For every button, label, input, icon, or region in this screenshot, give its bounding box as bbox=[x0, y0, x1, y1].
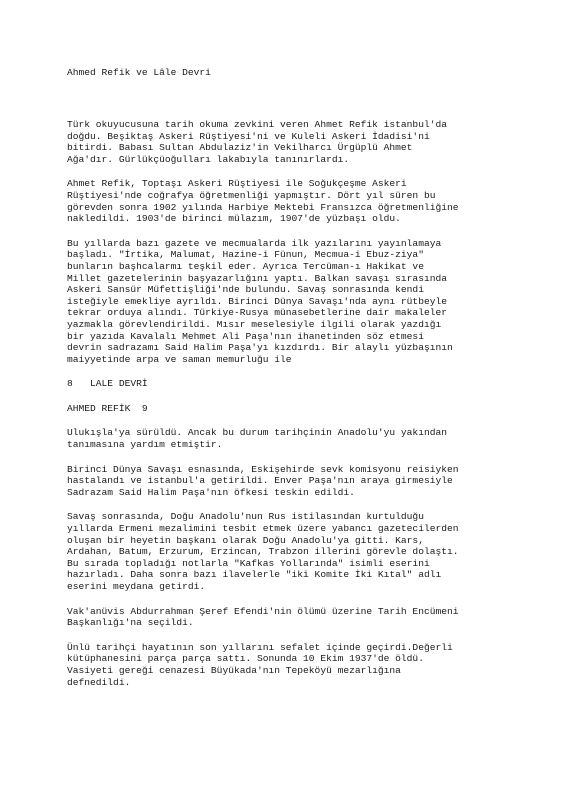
page-number-header: AHMED REFİK 9 bbox=[67, 402, 148, 414]
text-line: Başkanlığı'na seçildi. bbox=[67, 617, 194, 629]
text-line: bunların başhcalarmı teşkil eder. Ayrıca Tercüman-ı Hakikat ve bbox=[67, 260, 424, 272]
paragraph-postwar bbox=[67, 511, 537, 592]
text-line: Sadrazam Said Halim Paşa'nın öfkesi teskin edildi. bbox=[67, 486, 355, 498]
page-number-footer: 8 LALE DEVRİ bbox=[67, 378, 148, 390]
text-line: Ünlü tarihçi hayatının son yıllarını sefalet içinde geçirdi.Değerli bbox=[67, 641, 453, 653]
paragraph-committee bbox=[67, 606, 537, 629]
text-line: Ulukışla'ya sürüldü. Ancak bu durum tarihçinin Anadolu'yu yakından bbox=[67, 427, 447, 439]
text-line: başladı. "İrtika, Malumat, Hazine-i Fünun, Mecmua-i Ebuz-ziya" bbox=[67, 249, 424, 261]
text-line: Ağa'dır. Gürlükçüoğulları lakabıyla tanınırlardı. bbox=[67, 153, 350, 165]
text-line: tekrar orduya alındı. Türkiye-Rusya münasebetlerine dair makaleler bbox=[67, 307, 447, 319]
text-line: yıllarda Ermeni mezalimini tesbit etmek üzere yabancı gazetecilerden bbox=[67, 523, 459, 535]
page-header bbox=[67, 403, 537, 415]
paragraph-writing bbox=[67, 238, 537, 366]
text-line: Birinci Dünya Savaşı esnasında, Eskişehirde sevk komisyonu reisiyken bbox=[67, 463, 459, 475]
text-line: Savaş sonrasında, Doğu Anadolu'nun Rus istilasından kurtulduğu bbox=[67, 511, 424, 523]
paragraph-exile bbox=[67, 427, 537, 450]
paragraph-death bbox=[67, 642, 537, 688]
text-line: bitirdi. Babası Sultan Abdulaziz'in Vekilharcı Ürgüplü Ahmet bbox=[67, 142, 413, 154]
text-line: Rüştiyesi'nde coğrafya öğretmenliği yapmıştır. Dört yıl süren bu bbox=[67, 189, 436, 201]
text-line: Bu sırada topladığı notlarla "Kafkas Yollarında" isimli eserini bbox=[67, 557, 430, 569]
text-line: yazmakla görevlendirildi. Mısır meselesiyle ilgili olarak yazdığı bbox=[67, 318, 442, 330]
text-line: defnedildi. bbox=[67, 676, 131, 688]
text-line: Bu yıllarda bazı gazete ve mecmualarda ilk yazılarını yayınlamaya bbox=[67, 237, 442, 249]
page-footer bbox=[67, 378, 537, 390]
document-body bbox=[67, 119, 537, 701]
document-title: Ahmed Refik ve Lâle Devri bbox=[67, 67, 211, 78]
paragraph-birth bbox=[67, 119, 537, 165]
text-line: doğdu. Beşiktaş Askeri Rüştiyesi'ni ve Kuleli Askeri İdadisi'ni bbox=[67, 130, 430, 142]
text-line: Askeri Sansür Müfettişliği'nde bulundu. Savaş sonrasında kendi bbox=[67, 284, 424, 296]
text-line: nakledildi. 1903'de birinci mülazım, 1907'de yüzbaşı oldu. bbox=[67, 213, 401, 225]
text-line: Millet gazetelerinin başyazarlığını yaptı. Balkan savaşı sırasında bbox=[67, 272, 447, 284]
text-line: Vasiyeti gereği cenazesi Büyükada'nın Tepeköyü mezarlığına bbox=[67, 664, 401, 676]
text-line: eserini meydana getirdi. bbox=[67, 581, 206, 592]
text-line: oluşan bir heyetin başkanı olarak Doğu Anadolu'ya gitti. Kars, bbox=[67, 534, 424, 546]
paragraph-illness bbox=[67, 464, 537, 499]
text-line: Türk okuyucusuna tarih okuma zevkini veren Ahmet Refik istanbul'da bbox=[67, 119, 447, 130]
text-line: görevden sonra 1902 yılında Harbiye Mektebi Fransızca öğretmenliğine bbox=[67, 201, 459, 213]
text-line: isteğiyle emekliye ayrıldı. Birinci Dünya Savaşı'nda aynı rütbeyle bbox=[67, 295, 447, 307]
text-line: bir yazıda Kavalalı Mehmet Ali Paşa'nın ihanetinden söz etmesi bbox=[67, 330, 424, 342]
text-line: hazırladı. Daha sonra bazı ilavelerle "iki Komite İki Kıtal" adlı bbox=[67, 569, 442, 581]
text-line: Vak'anüvis Abdurrahman Şeref Efendi'nin ölümü üzerine Tarih Encümeni bbox=[67, 605, 459, 617]
text-line: Ardahan, Batum, Erzurum, Erzincan, Trabzon illerini görevle dolaştı. bbox=[67, 546, 459, 558]
text-line: Ahmet Refik, Toptaşı Askeri Rüştiyesi ile Soğukçeşme Askeri bbox=[67, 178, 407, 190]
text-line: hastalandı ve istanbul'a getirildi. Enver Paşa'nın araya girmesiyle bbox=[67, 475, 453, 487]
text-line: maiyyetinde arpa ve saman memurluğu ile bbox=[67, 353, 292, 365]
text-line: kütüphanesini parça parça sattı. Sonunda 10 Ekim 1937'de öldü. bbox=[67, 653, 424, 665]
paragraph-teaching bbox=[67, 178, 537, 224]
text-line: tanımasına yardım etmiştir. bbox=[67, 439, 223, 451]
text-line: devrin sadrazamı Said Halim Paşa'yı kızdırdı. Bir alaylı yüzbaşının bbox=[67, 342, 453, 354]
